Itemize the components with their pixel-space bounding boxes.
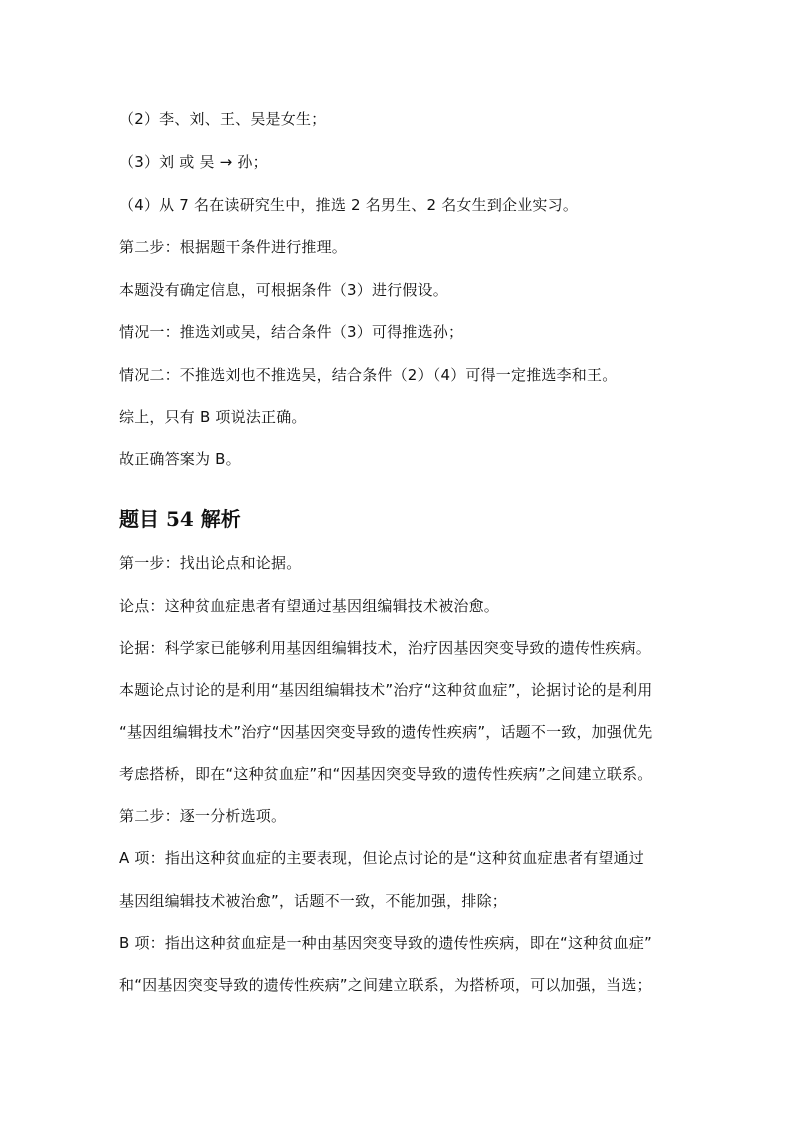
analysis-line-2: “基因组编辑技术”治疗“因基因突变导致的遗传性疾病”，话题不一致，加强优先 (119, 723, 653, 741)
option-a-line-1: A 项：指出这种贫血症的主要表现，但论点讨论的是“这种贫血症患者有望通过 (119, 849, 645, 867)
condition-2: （2）李、刘、王、吴是女生； (119, 110, 327, 128)
answer-line: 故正确答案为 B。 (119, 450, 241, 468)
argument-evidence: 论据：科学家已能够利用基因组编辑技术，治疗因基因突变导致的遗传性疾病。 (119, 639, 652, 657)
step-one-heading: 第一步：找出论点和论据。 (119, 554, 302, 572)
argument-claim: 论点：这种贫血症患者有望通过基因组编辑技术被治愈。 (119, 597, 500, 615)
option-a-line-2: 基因组编辑技术被治愈”，话题不一致，不能加强，排除； (119, 892, 507, 910)
condition-3: （3）刘 或 吴 → 孙； (119, 153, 268, 171)
section-title: 题目 54 解析 (119, 507, 241, 531)
case-one: 情况一：推选刘或吴，结合条件（3）可得推选孙； (119, 323, 464, 341)
summary-line: 综上，只有 B 项说法正确。 (119, 408, 307, 426)
step-two-options-heading: 第二步：逐一分析选项。 (119, 807, 287, 825)
option-b-line-2: 和“因基因突变导致的遗传性疾病”之间建立联系，为搭桥项，可以加强，当选； (119, 976, 652, 994)
case-two: 情况二：不推选刘也不推选吴，结合条件（2）（4）可得一定推选李和王。 (119, 366, 618, 384)
assumption-note: 本题没有确定信息，可根据条件（3）进行假设。 (119, 281, 448, 299)
analysis-line-1: 本题论点讨论的是利用“基因组编辑技术”治疗“这种贫血症”，论据讨论的是利用 (119, 681, 653, 699)
analysis-line-3: 考虑搭桥，即在“这种贫血症”和“因基因突变导致的遗传性疾病”之间建立联系。 (119, 765, 653, 783)
step-two-heading: 第二步：根据题干条件进行推理。 (119, 238, 348, 256)
option-b-line-1: B 项：指出这种贫血症是一种由基因突变导致的遗传性疾病，即在“这种贫血症” (119, 934, 653, 952)
condition-4: （4）从 7 名在读研究生中，推选 2 名男生、2 名女生到企业实习。 (119, 196, 579, 214)
